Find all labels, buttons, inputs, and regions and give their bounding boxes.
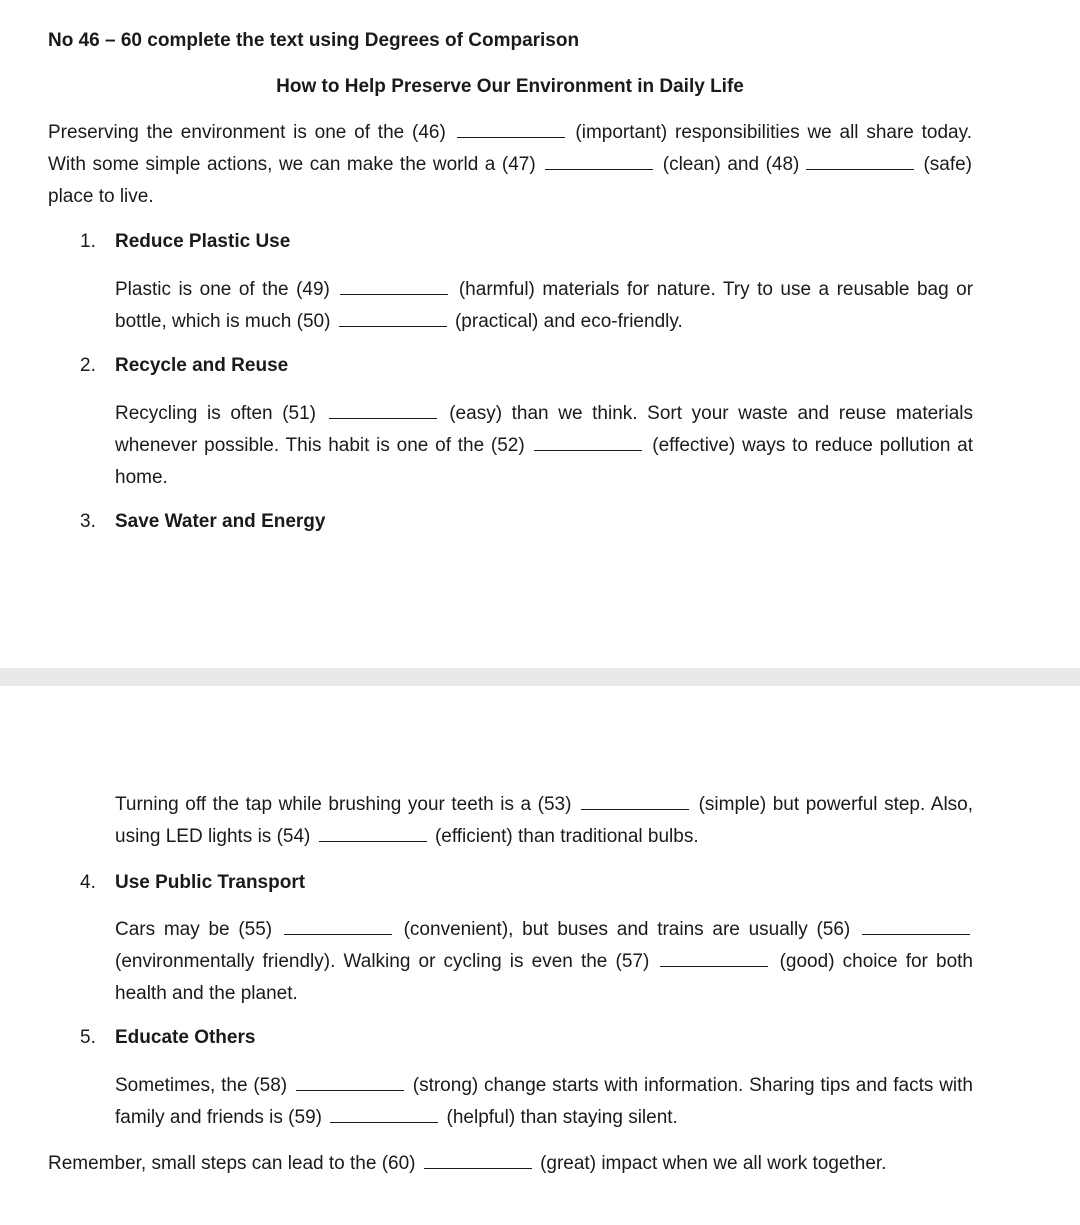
blank-50[interactable] [339,308,447,327]
section-heading-3: 3. Save Water and Energy [80,511,326,532]
section-heading-4: 4. Use Public Transport [80,872,306,893]
blank-46[interactable] [457,119,565,138]
blank-47[interactable] [545,151,653,170]
blank-49[interactable] [340,276,448,295]
closing-paragraph: Remember, small steps can lead to the (60) (great) impact when we all work together. [48,1148,972,1180]
section-heading-2: 2. Recycle and Reuse [80,355,289,376]
section-body-3: Turning off the tap while brushing your teeth is a (53) (simple) but powerful step. Also, using LED lights is (54) (efficient) than traditional bulbs. [115,789,973,853]
blank-53[interactable] [581,791,689,810]
section-body-4: Cars may be (55) (convenient), but buses and trains are usually (56) (environmentally friendly). Walking or cycling is even the (57) (good) choice for both health and the planet. [115,914,973,1010]
section-body-2: Recycling is often (51) (easy) than we think. Sort your waste and reuse materials whenever possible. This habit is one of the (52) (effective) ways to reduce pollution at home. [115,398,973,494]
section-body-5: Sometimes, the (58) (strong) change starts with information. Sharing tips and facts with family and friends is (59) (helpful) than staying silent. [115,1070,973,1134]
blank-58[interactable] [296,1072,404,1091]
section-body-1: Plastic is one of the (49) (harmful) materials for nature. Try to use a reusable bag or bottle, which is much (50) (practical) and eco-friendly. [115,274,973,338]
blank-57[interactable] [660,948,768,967]
blank-55[interactable] [284,916,392,935]
intro-paragraph: Preserving the environment is one of the (46) (important) responsibilities we all share today. With some simple actions, we can make the world a (47) (clean) and (48) (safe) place to live. [48,117,972,213]
instruction: No 46 – 60 complete the text using Degrees of Comparison [48,30,580,51]
blank-56[interactable] [862,916,970,935]
blank-59[interactable] [330,1104,438,1123]
blank-54[interactable] [319,823,427,842]
document-title: How to Help Preserve Our Environment in Daily Life [276,76,744,97]
section-heading-1: 1. Reduce Plastic Use [80,231,291,252]
blank-48[interactable] [806,151,914,170]
blank-51[interactable] [329,400,437,419]
page-break [0,668,1080,686]
section-heading-5: 5. Educate Others [80,1027,256,1048]
blank-60[interactable] [424,1150,532,1169]
blank-52[interactable] [534,432,642,451]
